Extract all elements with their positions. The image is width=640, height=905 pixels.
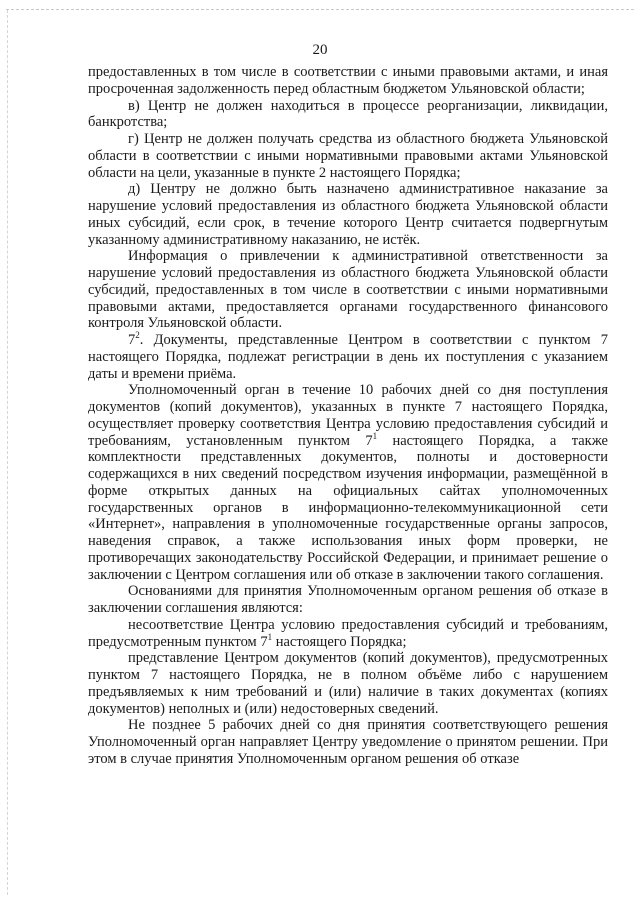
paragraph-section-7-2 <box>88 332 608 382</box>
scan-border-left <box>7 10 8 895</box>
paragraph: представление Центром документов (копий документов), предусмотренных пунктом 7 настоящего Порядка, не в полном объёме либо с нарушением предъявляемых к ним требований и (или) наличие в таких документах (копиях документов) неполных и (или) недостоверных сведений. <box>88 650 608 717</box>
section-superscript: 2 <box>135 330 140 341</box>
paragraph-item-g: г) Центр не должен получать средства из областного бюджета Ульяновской области в соответствии с иными нормативными правовыми актами Ульяновской области на цели, указанные в пункте 2 настоящего Порядка; <box>88 131 608 181</box>
paragraph-text: . Документы, представленные Центром в соответствии с пунктом 7 настоящего Порядка, подлежат регистрации в день их поступления с указанием даты и времени приёма. <box>88 332 608 382</box>
paragraph-item-d: д) Центру не должно быть назначено административное наказание за нарушение условий предоставления из областного бюджета Ульяновской области иных субсидий, если срок, в течение которого Центр считается подвергнутым указанному административному наказанию, не истёк. <box>88 181 608 248</box>
paragraph: Основаниями для принятия Уполномоченным органом решения об отказе в заключении соглашения являются: <box>88 583 608 616</box>
paragraph: Информация о привлечении к административной ответственности за нарушение условий предоставления из областного бюджета Ульяновской области субсидий, предоставленных в том числе в соответствии с иными нормативными правовыми актами, предоставляется органами государственного финансового контроля Ульяновской области. <box>88 248 608 332</box>
paragraph-item-v: в) Центр не должен находиться в процессе реорганизации, ликвидации, банкротства; <box>88 97 608 131</box>
paragraph-text: настоящего Порядка; <box>272 633 407 650</box>
paragraph <box>88 617 608 651</box>
paragraph-text: настоящего Порядка, а также комплектности представленных документов, полноты и достоверности содержащихся в них сведений посредством изучения информации, размещённой в форме открытых данных на официальных сайтах уполномоченных государственных органов в информационно-телекоммуникационной сети «Интернет», направления в уполномоченные государственные органы запросов, наведения справок, а также использования иных форм проверки, не противоречащих законодательству Российской Федерации, и принимает решение о заключении с Центром соглашения или об отказе в заключении такого соглашения. <box>88 432 608 583</box>
scan-border-top <box>6 9 634 10</box>
page-number: 20 <box>312 42 328 58</box>
document-body <box>88 64 608 768</box>
paragraph <box>88 382 608 583</box>
section-number: 7 <box>128 332 136 348</box>
paragraph: предоставленных в том числе в соответствии с иными правовыми актами, и иная просроченная задолженность перед областным бюджетом Ульяновской области; <box>88 64 608 97</box>
paragraph: Не позднее 5 рабочих дней со дня принятия соответствующего решения Уполномоченный орган направляет Центру уведомление о принятом решении. При этом в случае принятия Уполномоченным органом решения об отказе <box>88 717 608 767</box>
reference-superscript: 1 <box>372 430 378 441</box>
paragraph-text: несоответствие Центра условию предоставления субсидий и требованиям, предусмотренным пунктом 7 <box>88 616 608 650</box>
paragraph-text: Уполномоченный орган в течение 10 рабочих дней со дня поступления документов (копий документов), указанных в пункте 7 настоящего Порядка, осуществляет проверку соответствия Центра условию предоставления субсидий и требованиям, установленным пунктом 7 <box>88 382 608 449</box>
reference-superscript: 1 <box>267 631 273 642</box>
